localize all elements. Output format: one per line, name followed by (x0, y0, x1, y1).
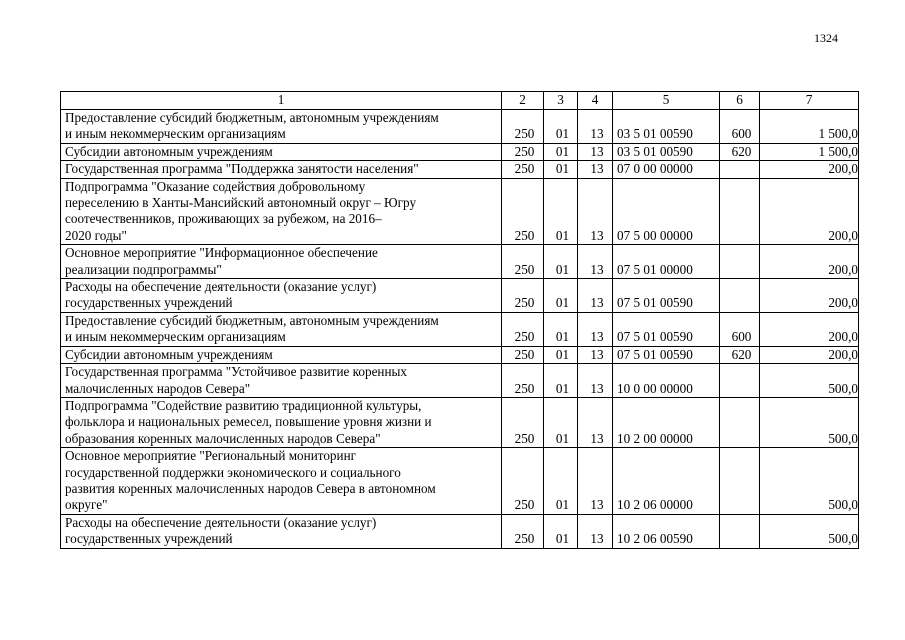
cell-name-line: Подпрограмма "Оказание содействия добровольному (65, 178, 366, 194)
cell-amount: 1 500,0 (760, 110, 859, 144)
cell-name-line: Основное мероприятие "Информационное обеспечение (65, 245, 378, 261)
cell-ministry: 250 (502, 448, 544, 515)
cell-name (61, 161, 502, 178)
cell-subsection: 13 (578, 110, 613, 144)
cell-expense-type (720, 245, 760, 279)
cell-subsection: 13 (578, 312, 613, 346)
cell-ministry: 250 (502, 346, 544, 363)
budget-table (60, 91, 859, 549)
cell-expense-type (720, 448, 760, 515)
column-header: 7 (760, 92, 859, 110)
cell-amount: 500,0 (760, 448, 859, 515)
cell-name-line: Государственная программа "Устойчивое развитие коренных (65, 364, 408, 380)
cell-target-code: 07 5 01 00590 (613, 346, 720, 363)
column-header: 2 (502, 92, 544, 110)
cell-expense-type (720, 161, 760, 178)
cell-ministry: 250 (502, 245, 544, 279)
cell-subsection: 13 (578, 245, 613, 279)
cell-ministry: 250 (502, 279, 544, 313)
cell-target-code: 07 5 01 00590 (613, 279, 720, 313)
cell-subsection: 13 (578, 364, 613, 398)
cell-ministry: 250 (502, 514, 544, 548)
cell-name-line: малочисленных народов Севера" (65, 380, 251, 396)
cell-section: 01 (544, 245, 578, 279)
cell-name-line: Основное мероприятие "Региональный мониторинг (65, 448, 357, 464)
cell-name-line: Государственная программа "Поддержка занятости населения" (65, 161, 419, 177)
cell-name (61, 143, 502, 160)
cell-amount: 500,0 (760, 364, 859, 398)
cell-amount: 200,0 (760, 346, 859, 363)
table-row (61, 279, 859, 313)
cell-section: 01 (544, 178, 578, 245)
cell-name-line: Предоставление субсидий бюджетным, автономным учреждениям (65, 110, 439, 125)
cell-target-code: 07 5 01 00590 (613, 312, 720, 346)
cell-target-code: 07 5 00 00000 (613, 178, 720, 245)
cell-name-line: государственных учреждений (65, 531, 233, 547)
cell-amount: 500,0 (760, 514, 859, 548)
table-row (61, 397, 859, 447)
cell-name (61, 312, 502, 346)
cell-subsection: 13 (578, 514, 613, 548)
table-row (61, 448, 859, 515)
cell-ministry: 250 (502, 110, 544, 144)
cell-expense-type (720, 178, 760, 245)
cell-target-code: 10 2 06 00590 (613, 514, 720, 548)
cell-section: 01 (544, 279, 578, 313)
cell-name-line: развития коренных малочисленных народов Севера в автономном (65, 480, 436, 496)
cell-name-line: округе" (65, 497, 108, 513)
cell-ministry: 250 (502, 364, 544, 398)
cell-ministry: 250 (502, 143, 544, 160)
cell-name-line: Расходы на обеспечение деятельности (оказание услуг) (65, 279, 377, 295)
cell-name-line: реализации подпрограммы" (65, 261, 222, 277)
cell-name (61, 397, 502, 447)
cell-ministry: 250 (502, 312, 544, 346)
cell-ministry: 250 (502, 178, 544, 245)
cell-name (61, 346, 502, 363)
cell-expense-type: 600 (720, 110, 760, 144)
cell-target-code: 07 5 01 00000 (613, 245, 720, 279)
cell-name (61, 448, 502, 515)
cell-amount: 1 500,0 (760, 143, 859, 160)
cell-subsection: 13 (578, 397, 613, 447)
cell-name-line: государственных учреждений (65, 295, 233, 311)
table-row (61, 178, 859, 245)
column-header: 4 (578, 92, 613, 110)
cell-name-line: Предоставление субсидий бюджетным, автономным учреждениям (65, 312, 439, 328)
cell-name (61, 178, 502, 245)
cell-expense-type (720, 279, 760, 313)
cell-section: 01 (544, 110, 578, 144)
cell-name (61, 245, 502, 279)
cell-subsection: 13 (578, 448, 613, 515)
cell-section: 01 (544, 161, 578, 178)
cell-subsection: 13 (578, 346, 613, 363)
column-header: 3 (544, 92, 578, 110)
cell-name-line: Подпрограмма "Содействие развитию традиционной культуры, (65, 397, 422, 413)
cell-expense-type: 620 (720, 346, 760, 363)
table-row (61, 161, 859, 178)
cell-amount: 200,0 (760, 161, 859, 178)
cell-name-line: соотечественников, проживающих за рубежом, на 2016– (65, 211, 382, 227)
cell-subsection: 13 (578, 178, 613, 245)
cell-expense-type: 620 (720, 143, 760, 160)
table-row (61, 110, 859, 144)
cell-target-code: 03 5 01 00590 (613, 143, 720, 160)
cell-section: 01 (544, 143, 578, 160)
table-row (61, 312, 859, 346)
table-row (61, 346, 859, 363)
cell-target-code: 10 2 00 00000 (613, 397, 720, 447)
cell-name-line: Субсидии автономным учреждениям (65, 143, 273, 159)
column-header: 6 (720, 92, 760, 110)
cell-subsection: 13 (578, 143, 613, 160)
cell-expense-type (720, 514, 760, 548)
page-number: 1324 (814, 31, 838, 45)
cell-name-line: Субсидии автономным учреждениям (65, 346, 273, 362)
cell-amount: 200,0 (760, 178, 859, 245)
cell-name-line: государственной поддержки экономического и социального (65, 464, 401, 480)
table-row (61, 143, 859, 160)
cell-section: 01 (544, 364, 578, 398)
cell-subsection: 13 (578, 279, 613, 313)
cell-expense-type (720, 397, 760, 447)
cell-section: 01 (544, 346, 578, 363)
table-header-row (61, 92, 859, 110)
cell-section: 01 (544, 312, 578, 346)
cell-name-line: образования коренных малочисленных народов Севера" (65, 430, 381, 446)
cell-amount: 200,0 (760, 312, 859, 346)
cell-section: 01 (544, 514, 578, 548)
cell-amount: 200,0 (760, 245, 859, 279)
cell-name (61, 364, 502, 398)
cell-target-code: 07 0 00 00000 (613, 161, 720, 178)
table-row (61, 245, 859, 279)
cell-name (61, 514, 502, 548)
cell-target-code: 03 5 01 00590 (613, 110, 720, 144)
cell-ministry: 250 (502, 397, 544, 447)
cell-section: 01 (544, 397, 578, 447)
column-header: 1 (61, 92, 502, 110)
cell-name (61, 279, 502, 313)
cell-name (61, 110, 502, 144)
cell-amount: 500,0 (760, 397, 859, 447)
cell-name-line: Расходы на обеспечение деятельности (оказание услуг) (65, 514, 377, 530)
cell-target-code: 10 0 00 00000 (613, 364, 720, 398)
cell-subsection: 13 (578, 161, 613, 178)
cell-expense-type: 600 (720, 312, 760, 346)
cell-name-line: и иным некоммерческим организациям (65, 329, 286, 345)
cell-section: 01 (544, 448, 578, 515)
column-header: 5 (613, 92, 720, 110)
cell-name-line: 2020 годы" (65, 227, 127, 243)
cell-name-line: и иным некоммерческим организациям (65, 126, 286, 142)
cell-name-line: фольклора и национальных ремесел, повышение уровня жизни и (65, 414, 432, 430)
cell-ministry: 250 (502, 161, 544, 178)
cell-target-code: 10 2 06 00000 (613, 448, 720, 515)
cell-expense-type (720, 364, 760, 398)
cell-amount: 200,0 (760, 279, 859, 313)
table-row (61, 514, 859, 548)
cell-name-line: переселению в Ханты-Мансийский автономный округ – Югру (65, 195, 417, 211)
table-row (61, 364, 859, 398)
